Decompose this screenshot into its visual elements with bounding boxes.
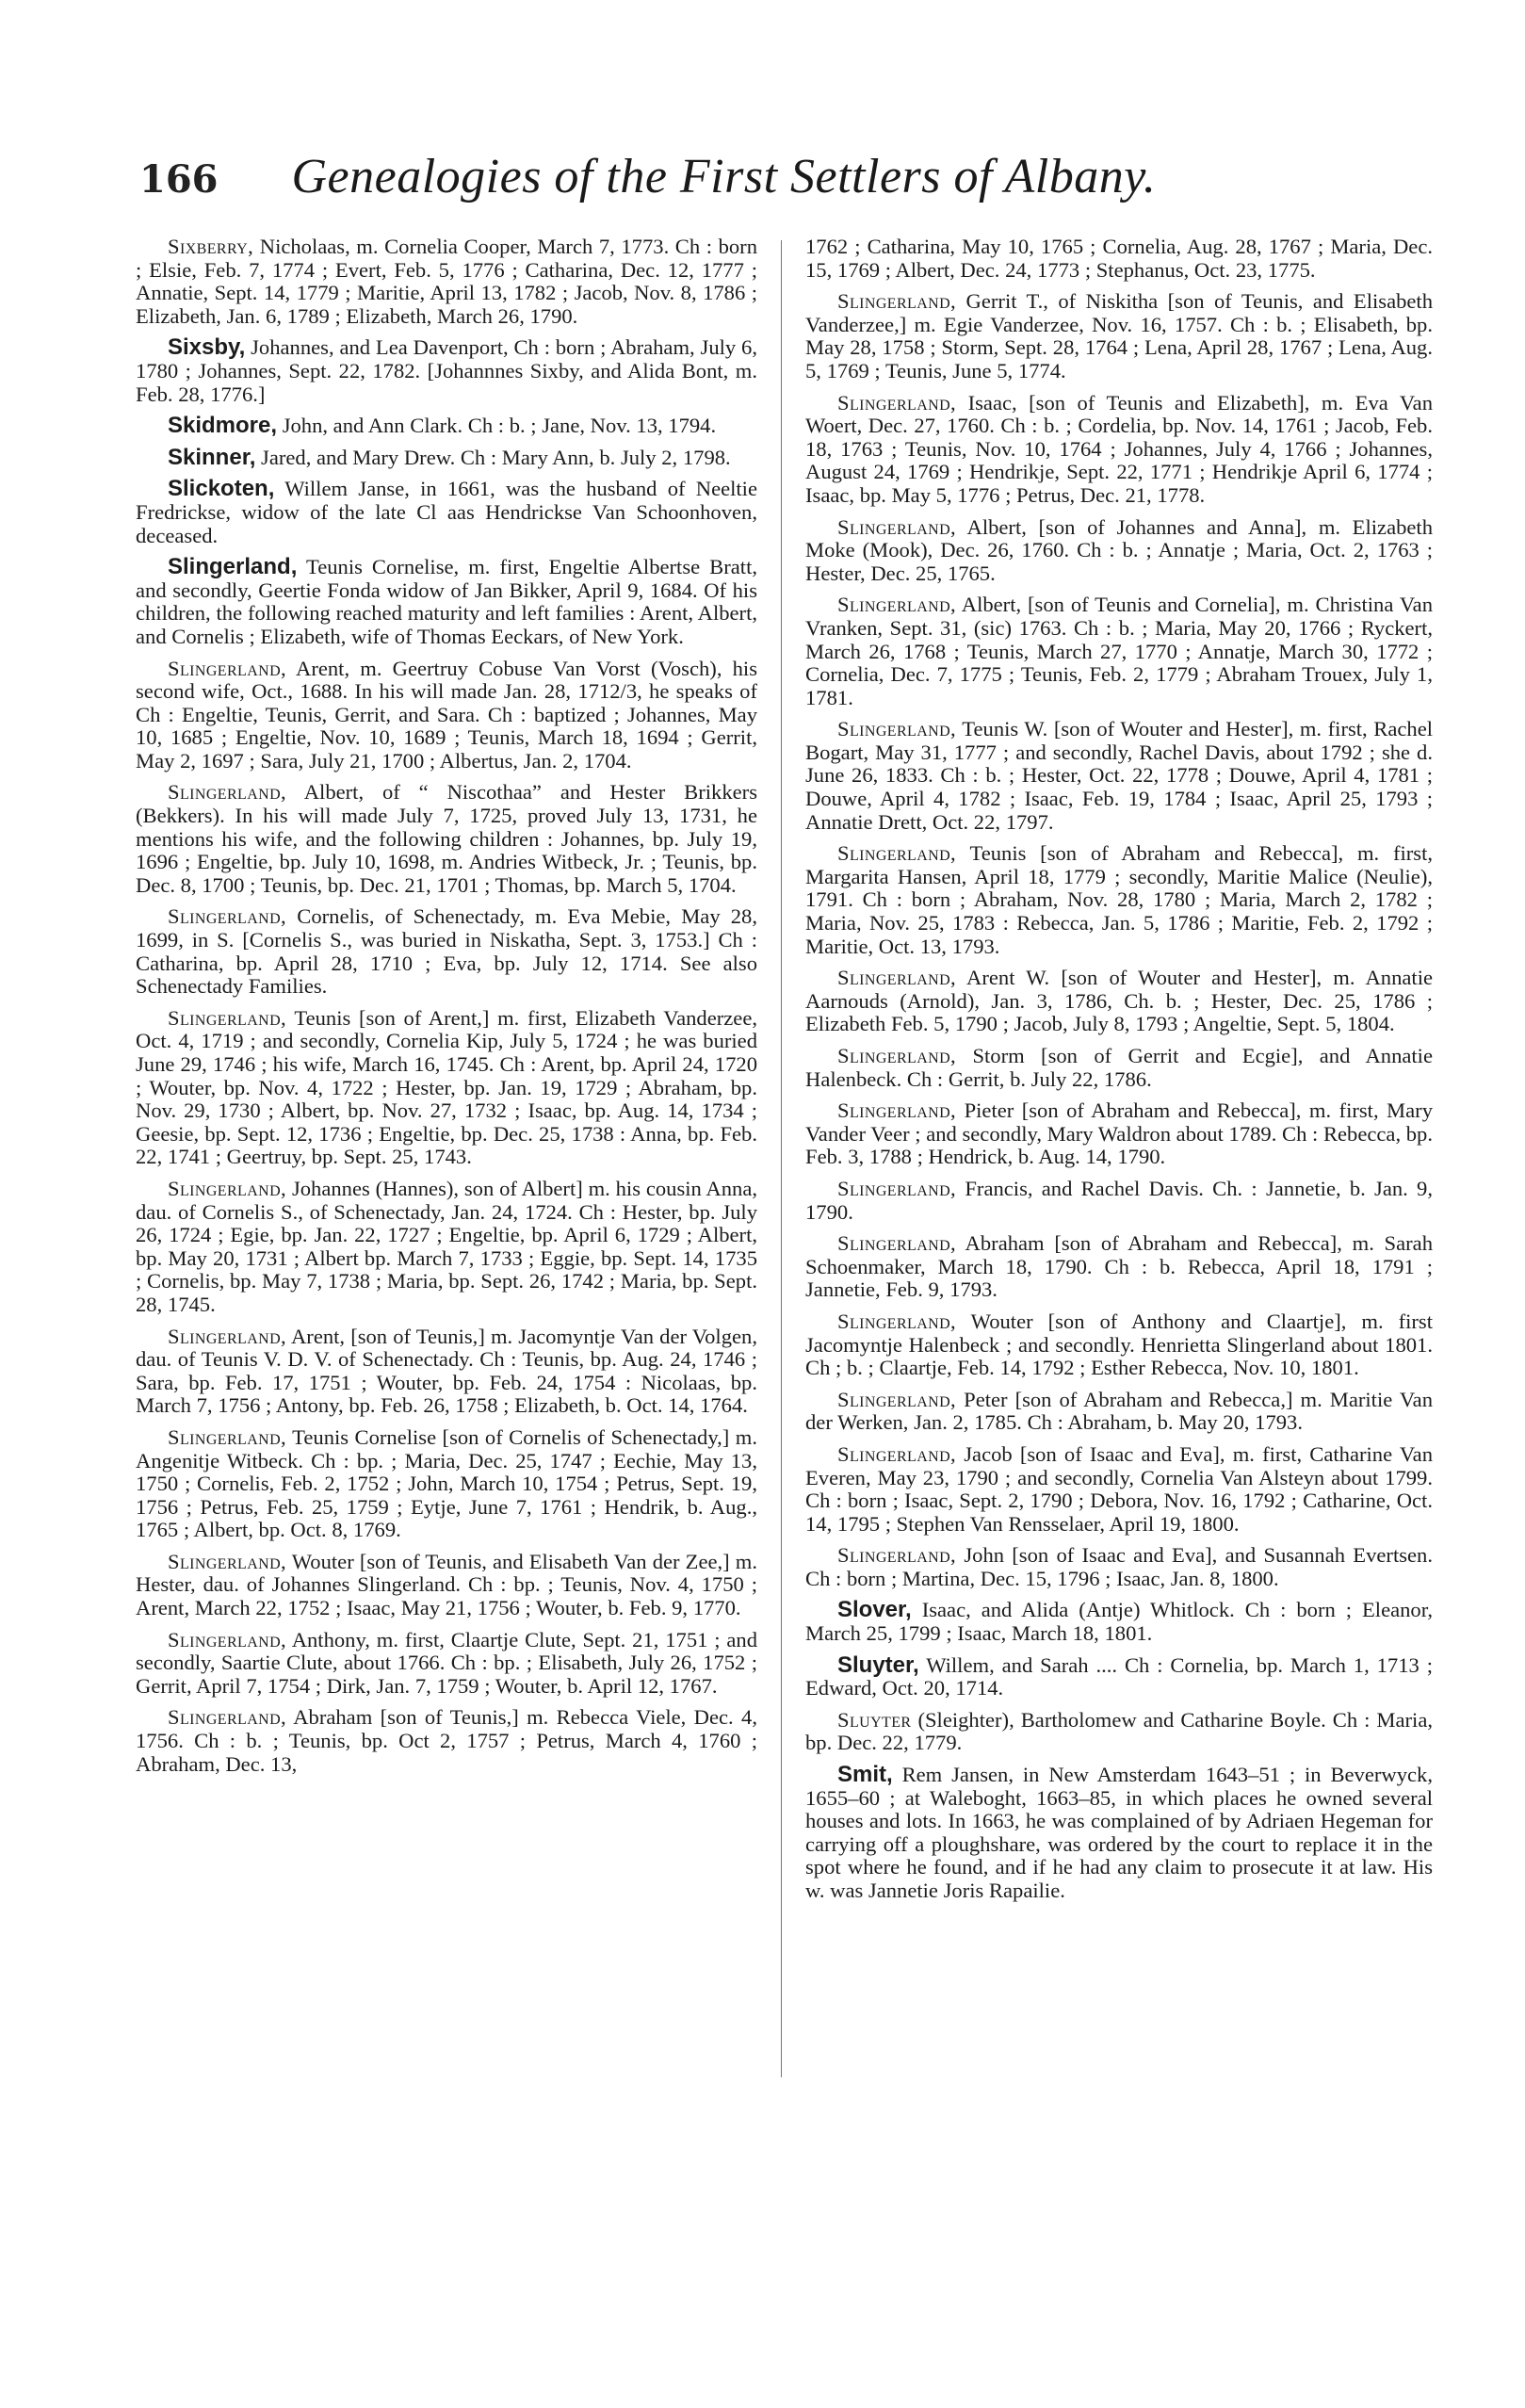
entry-text: Nicholaas, m. Cornelia Cooper, March 7, 1773. Ch : born ; Elsie, Feb. 7, 1774 ; Evert, Feb. 5, 1776 ; Catharina, Dec. 12, 1777 ; Annatie, Sept. 14, 1779 ; Maritie, April 13, 1782 ; Jacob, Nov. 8, 1786 ; Elizabeth, Jan. 6, 1789 ; Elizabeth, March 26, 1790. xyxy=(136,235,757,328)
genealogy-entry xyxy=(136,1178,757,1317)
genealogy-entry xyxy=(805,1651,1433,1700)
entry-text: Cornelis, of Schenectady, m. Eva Mebie, May 28, 1699, in S. [Cornelis S., was buried in Niskatha, Sept. 3, 1753.] Ch : Catharina, bp. April 28, 1710 ; Eva, bp. July 12, 1714. See also Schenectady Families. xyxy=(136,904,757,999)
entry-surname: Slingerland, xyxy=(837,1543,957,1568)
genealogy-entry xyxy=(805,1443,1433,1536)
genealogy-entry xyxy=(805,967,1433,1036)
entry-surname: Skidmore, xyxy=(168,413,278,439)
entry-text: Jacob [son of Isaac and Eva], m. first, Catharine Van Everen, May 23, 1790 ; and secondly, Cornelia Van Alsteyn about 1799. Ch : born ; Isaac, Sept. 2, 1790 ; Debora, Nov. 16, 1792 ; Catharine, Oct. 14, 1795 ; Stephen Van Rensselaer, April 19, 1800. xyxy=(805,1441,1433,1536)
entry-surname: Slingerland, xyxy=(837,289,957,314)
entry-text: Arent, m. Geertruy Cobuse Van Vorst (Vosch), his second wife, Oct., 1688. In his will made Jan. 28, 1712/3, he speaks of Ch : Engeltie, Teunis, Gerrit, and Sara. Ch : baptized ; Johannes, May 10, 1685 ; Engeltie, Nov. 10, 1689 ; Teunis, March 18, 1694 ; Gerrit, May 2, 1697 ; Sara, July 21, 1700 ; Albertus, Jan. 2, 1704. xyxy=(136,656,757,773)
genealogy-entry xyxy=(136,556,757,648)
entry-surname: Slingerland, xyxy=(837,717,957,741)
entry-text: Arent W. [son of Wouter and Hester], m. Annatie Aarnouds (Arnold), Jan. 3, 1786, Ch. b. ; Hester, Dec. 25, 1786 ; Elizabeth Feb. 5, 1790 ; Jacob, July 8, 1793 ; Angeltie, Sept. 5, 1804. xyxy=(805,966,1433,1036)
entry-text: 1762 ; Catharina, May 10, 1765 ; Cornelia, Aug. 28, 1767 ; Maria, Dec. 15, 1769 ; Albert, Dec. 24, 1773 ; Stephanus, Oct. 23, 1775. xyxy=(805,235,1433,282)
entry-surname: Slingerland, xyxy=(837,390,957,415)
entry-text: Isaac, [son of Teunis and Elizabeth], m. Eva Van Woert, Dec. 27, 1760. Ch : b. ; Cordelia, bp. Nov. 14, 1761 ; Jacob, Feb. 18, 1763 ; Teunis, Nov. 10, 1764 ; Johannes, July 4, 1766 ; Johannes, August 24, 1769 ; Hendrikje, Sept. 22, 1771 ; Hendrikje April 6, 1774 ; Isaac, bp. May 5, 1776 ; Petrus, Dec. 21, 1778. xyxy=(805,390,1433,507)
genealogy-entry xyxy=(136,1007,757,1169)
genealogy-entry xyxy=(805,1599,1433,1645)
entry-text: Wouter [son of Anthony and Claartje], m. first Jacomyntje Halenbeck ; and secondly. Henrietta Slingerland about 1801. Ch ; b. ; Claartje, Feb. 14, 1792 ; Esther Rebecca, Nov. 10, 1801. xyxy=(805,1309,1433,1380)
genealogy-entry xyxy=(136,1426,757,1542)
entry-text: Pieter [son of Abraham and Rebecca], m. first, Mary Vander Veer ; and secondly, Mary Waldron about 1789. Ch : Rebecca, bp. Feb. 3, 1788 ; Hendrick, b. Aug. 14, 1790. xyxy=(805,1098,1433,1169)
column-divider xyxy=(781,240,782,2077)
entry-surname: Slingerland, xyxy=(168,1424,287,1449)
entry-text: John, and Ann Clark. Ch : b. ; Jane, Nov. 13, 1794. xyxy=(277,414,717,438)
genealogy-entry xyxy=(136,415,757,438)
entry-text: Teunis W. [son of Wouter and Hester], m. first, Rachel Bogart, May 31, 1777 ; and secondly, Rachel Davis, about 1792 ; she d. June 26, 1833. Ch : b. ; Hester, Oct. 22, 1778 ; Douwe, April 4, 1781 ; Douwe, April 4, 1782 ; Isaac, Feb. 19, 1784 ; Isaac, April 25, 1793 ; Annatie Drett, Oct. 22, 1797. xyxy=(805,717,1433,834)
entry-surname: Slingerland, xyxy=(837,514,957,539)
genealogy-entry xyxy=(136,781,757,897)
entry-text: Arent, [son of Teunis,] m. Jacomyntje Van der Volgen, dau. of Teunis V. D. V. of Schenectady. Ch : Teunis, bp. Aug. 24, 1746 ; Sara, bp. Feb. 17, 1751 ; Wouter, bp. Feb. 24, 1754 : Nicolaas, bp. March 7, 1756 ; Antony, bp. Feb. 26, 1758 ; Elizabeth, b. Oct. 14, 1764. xyxy=(136,1324,757,1418)
entry-surname: Slingerland, xyxy=(168,904,287,929)
genealogy-entry xyxy=(805,1389,1433,1435)
entry-text: John [son of Isaac and Eva], and Susannah Evertsen. Ch : born ; Martina, Dec. 15, 1796 ; Isaac, Jan. 8, 1800. xyxy=(805,1543,1433,1590)
entry-surname: Slingerland, xyxy=(837,1098,957,1123)
genealogy-entry xyxy=(805,718,1433,834)
entry-text: Willem, and Sarah .... Ch : Cornelia, bp. March 1, 1713 ; Edward, Oct. 20, 1714. xyxy=(805,1652,1433,1700)
entry-surname: Slingerland, xyxy=(837,1044,957,1067)
genealogy-entry xyxy=(136,905,757,998)
entry-text: Johannes, and Lea Davenport, Ch : born ; Abraham, July 6, 1780 ; Johannes, Sept. 22, 1782. [Johannnes Sixby, and Alida Bont, m. Feb. 28, 1776.] xyxy=(136,335,757,406)
genealogy-entry xyxy=(805,392,1433,508)
entry-surname: Slingerland, xyxy=(168,1176,287,1200)
entry-surname: Skinner, xyxy=(168,444,256,470)
genealogy-entry xyxy=(136,478,757,547)
entry-text: Rem Jansen, in New Amsterdam 1643–51 ; in Beverwyck, 1655–60 ; at Waleboght, 1663–85, in which places he owned several houses and lots. In 1663, he was complained of by Adriaen Hegeman for carrying off a ploughshare, was ordered by the court to replace it in the spot where he found, and if he had any claim to prosecute it at law. His w. was Jannetie Joris Rapailie. xyxy=(805,1763,1433,1902)
entry-text: Albert, [son of Teunis and Cornelia], m. Christina Van Vranken, Sept. 31, (sic) 1763. Ch : b. ; Maria, May 20, 1766 ; Ryckert, March 26, 1768 ; Teunis, March 27, 1770 ; Annatje, March 30, 1772 ; Cornelia, Dec. 7, 1775 ; Teunis, Feb. 2, 1779 ; Abraham Trouex, July 1, 1781. xyxy=(805,593,1433,709)
entry-surname: Slingerland, xyxy=(837,1231,957,1256)
entry-surname: Slingerland, xyxy=(837,966,957,990)
entry-surname: Slingerland, xyxy=(168,1324,287,1348)
entry-surname: Slover, xyxy=(837,1597,912,1623)
page-number: 166 xyxy=(139,157,219,202)
genealogy-entry xyxy=(805,1310,1433,1380)
genealogy-entry xyxy=(805,236,1433,282)
entry-surname: Slingerland, xyxy=(168,1005,287,1030)
entry-surname: Slingerland, xyxy=(168,1705,287,1730)
entry-surname: Slingerland, xyxy=(837,1387,957,1411)
genealogy-entry xyxy=(805,594,1433,709)
genealogy-entry xyxy=(805,1232,1433,1302)
genealogy-entry xyxy=(136,236,757,328)
entry-text: Wouter [son of Teunis, and Elisabeth Van der Zee,] m. Hester, dau. of Johannes Slingerland. Ch : bp. ; Teunis, Nov. 4, 1750 ; Arent, March 22, 1752 ; Isaac, May 21, 1756 ; Wouter, b. Feb. 9, 1770. xyxy=(136,1549,757,1620)
entry-surname: Smit, xyxy=(837,1762,893,1788)
entry-surname: Slingerland, xyxy=(837,593,957,617)
entry-text: Teunis [son of Abraham and Rebecca], m. first, Margarita Hansen, April 18, 1779 ; secondly, Maritie Malice (Neulie), 1791. Ch : born ; Abraham, Nov. 28, 1780 ; Maria, March 2, 1782 ; Maria, Nov. 25, 1783 : Rebecca, Jan. 5, 1786 ; Maritie, Feb. 2, 1792 ; Maritie, Oct. 13, 1793. xyxy=(805,841,1433,958)
entry-text: Jared, and Mary Drew. Ch : Mary Ann, b. July 2, 1798. xyxy=(255,445,731,469)
entry-surname: Slingerland, xyxy=(837,1176,957,1200)
entry-surname: Slingerland, xyxy=(168,554,298,580)
genealogy-entry xyxy=(805,1045,1433,1091)
genealogy-entry xyxy=(136,1629,757,1699)
genealogy-entry xyxy=(136,1706,757,1776)
entry-text: Albert, of “ Niscothaa” and Hester Brikkers (Bekkers). In his will made July 7, 1725, proved July 13, 1731, he mentions his wife, and the following children : Johannes, bp. July 19, 1696 ; Engeltie, bp. July 10, 1698, m. Andries Witbeck, Jr. ; Teunis, bp. Dec. 8, 1700 ; Teunis, bp. Dec. 21, 1701 ; Thomas, bp. March 5, 1704. xyxy=(136,780,757,897)
entry-text: Willem Janse, in 1661, was the husband of Neeltie Fredrickse, widow of the late Cl aas Hendrickse Van Schoonhoven, deceased. xyxy=(136,477,757,547)
entry-surname: Sixberry, xyxy=(168,235,254,258)
entry-text: Storm [son of Gerrit and Ecgie], and Annatie Halenbeck. Ch : Gerrit, b. July 22, 1786. xyxy=(805,1044,1433,1091)
genealogy-entry xyxy=(805,1764,1433,1903)
entry-surname: Sixsby, xyxy=(168,334,246,361)
genealogy-entry xyxy=(805,1178,1433,1224)
entry-text: Teunis Cornelise [son of Cornelis of Schenectady,] m. Angenitje Witbeck. Ch : bp. ; Maria, Dec. 25, 1747 ; Eechie, May 13, 1750 ; Cornelis, Feb. 2, 1752 ; John, March 10, 1754 ; Petrus, Sept. 19, 1756 ; Petrus, Feb. 25, 1759 ; Eytje, June 7, 1761 ; Hendrik, b. Aug., 1765 ; Albert, bp. Oct. 8, 1769. xyxy=(136,1424,757,1542)
genealogy-entry xyxy=(805,1709,1433,1755)
genealogy-entry xyxy=(136,658,757,773)
entry-text: Abraham [son of Teunis,] m. Rebecca Viele, Dec. 4, 1756. Ch : b. ; Teunis, bp. Oct 2, 1757 ; Petrus, March 4, 1760 ; Abraham, Dec. 13, xyxy=(136,1705,757,1776)
genealogy-entry xyxy=(805,1544,1433,1590)
entry-text: Anthony, m. first, Claartje Clute, Sept. 21, 1751 ; and secondly, Saartie Clute, about 1766. Ch : bp. ; Elisabeth, July 26, 1752 ; Gerrit, April 7, 1754 ; Dirk, Jan. 7, 1759 ; Wouter, b. April 12, 1767. xyxy=(136,1627,757,1698)
entry-surname: Slingerland, xyxy=(168,1549,287,1573)
entry-surname: Sluyter, xyxy=(837,1651,919,1678)
entry-surname: Slingerland, xyxy=(837,1309,957,1333)
entry-text: Johannes (Hannes), son of Albert] m. his cousin Anna, dau. of Cornelis S., of Schenectady, Jan. 24, 1724. Ch : Hester, bp. July 26, 1724 ; Egie, bp. Jan. 22, 1727 ; Engeltie, bp. April 6, 1729 ; Albert, bp. May 20, 1731 ; Albert bp. March 7, 1733 ; Eggie, bp. Sept. 14, 1735 ; Cornelis, bp. May 7, 1738 ; Maria, bp. Sept. 26, 1742 ; Maria, bp. Sept. 28, 1745. xyxy=(136,1176,757,1316)
entry-surname: Slingerland, xyxy=(168,780,287,805)
entry-text: (Sleighter), Bartholomew and Catharine Boyle. Ch : Maria, bp. Dec. 22, 1779. xyxy=(805,1707,1433,1755)
genealogy-entry xyxy=(136,1326,757,1418)
entry-text: Peter [son of Abraham and Rebecca,] m. Maritie Van der Werken, Jan. 2, 1785. Ch : Abraham, b. May 20, 1793. xyxy=(805,1387,1433,1435)
entry-text: Teunis [son of Arent,] m. first, Elizabeth Vanderzee, Oct. 4, 1719 ; and secondly, Cornelia Kip, July 5, 1724 ; he was buried June 29, 1746 ; his wife, March 16, 1745. Ch : Arent, bp. April 24, 1720 ; Wouter, bp. Nov. 4, 1722 ; Hester, bp. Jan. 19, 1729 ; Abraham, bp. Nov. 29, 1730 ; Albert, bp. Nov. 27, 1732 ; Isaac, bp. Aug. 14, 1734 ; Geesie, bp. Sept. 12, 1736 ; Engeltie, bp. Dec. 25, 1738 : Anna, bp. Feb. 22, 1741 ; Geertruy, bp. Sept. 25, 1743. xyxy=(136,1005,757,1169)
entry-text: Albert, [son of Johannes and Anna], m. Elizabeth Moke (Mook), Dec. 26, 1760. Ch : b. ; Annatje ; Maria, Oct. 2, 1763 ; Hester, Dec. 25, 1765. xyxy=(805,514,1433,585)
genealogy-entry xyxy=(805,1099,1433,1169)
genealogy-entry xyxy=(805,516,1433,586)
entry-text: Francis, and Rachel Davis. Ch. : Jannetie, b. Jan. 9, 1790. xyxy=(805,1176,1433,1224)
entry-surname: Slickoten, xyxy=(168,476,275,502)
entry-surname: Slingerland, xyxy=(168,1627,287,1651)
genealogy-entry xyxy=(805,290,1433,382)
entry-text: Isaac, and Alida (Antje) Whitlock. Ch : born ; Eleanor, March 25, 1799 ; Isaac, March 18, 1801. xyxy=(805,1598,1433,1646)
entry-text: Gerrit T., of Niskitha [son of Teunis, and Elisabeth Vanderzee,] m. Egie Vanderzee, Nov. 16, 1757. Ch : b. ; Elisabeth, bp. May 28, 1758 ; Storm, Sept. 28, 1764 ; Lena, April 28, 1767 ; Lena, Aug. 5, 1769 ; Teunis, June 5, 1774. xyxy=(805,289,1433,382)
entry-surname: Slingerland, xyxy=(168,656,287,680)
left-column xyxy=(136,236,757,1784)
entry-text: Abraham [son of Abraham and Rebecca], m. Sarah Schoenmaker, March 18, 1790. Ch : b. Rebecca, April 18, 1791 ; Jannetie, Feb. 9, 1793. xyxy=(805,1231,1433,1302)
page-header xyxy=(139,149,1383,205)
entry-surname: Slingerland, xyxy=(837,841,957,866)
entry-surname: Slingerland, xyxy=(837,1441,957,1466)
entry-text: Teunis Cornelise, m. first, Engeltie Albertse Bratt, and secondly, Geertie Fonda widow of Jan Bikker, April 9, 1684. Of his children, the following reached maturity and left families : Arent, Albert, and Cornelis ; Elizabeth, wife of Thomas Eeckars, of New York. xyxy=(136,555,757,648)
genealogy-entry xyxy=(136,444,757,470)
genealogy-entry xyxy=(136,336,757,406)
entry-surname: Sluyter xyxy=(837,1707,912,1732)
right-column xyxy=(805,236,1433,1912)
genealogy-entry xyxy=(136,1551,757,1620)
genealogy-entry xyxy=(805,842,1433,958)
running-title: Genealogies of the First Settlers of Albany. xyxy=(291,150,1157,203)
